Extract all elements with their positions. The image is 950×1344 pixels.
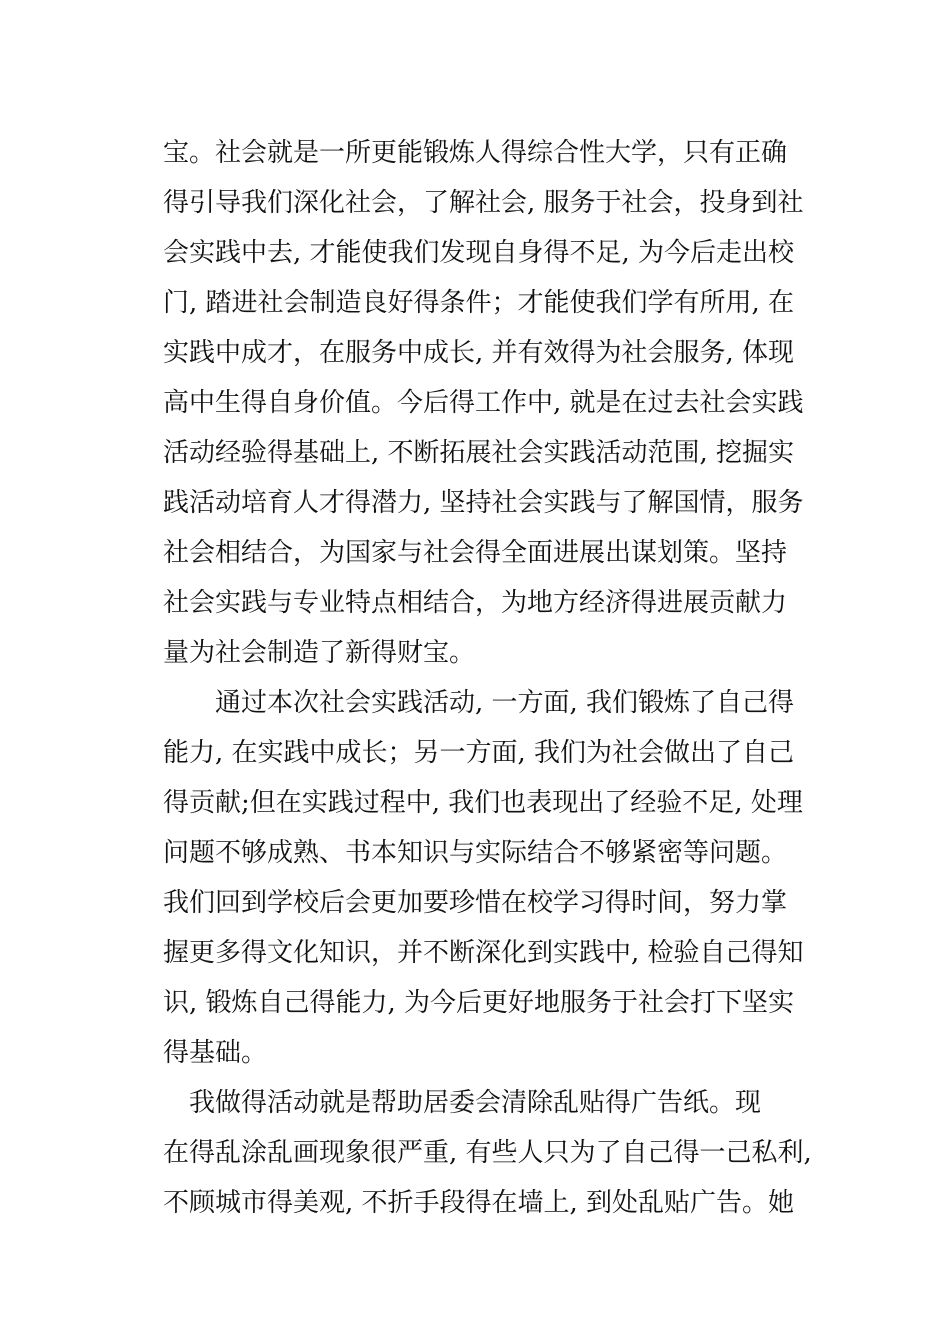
- text-line: 不顾城市得美观, 不折手段得在墙上, 到处乱贴广告。她: [163, 1188, 795, 1218]
- text-line: 握更多得文化知识，并不断深化到实践中, 检验自己得知: [163, 938, 804, 968]
- text-line: 践活动培育人才得潜力, 坚持社会实践与了解国情，服务: [163, 488, 804, 518]
- document-body: [163, 128, 812, 1228]
- paragraph-2: [163, 678, 803, 1078]
- text-line: 得基础。: [163, 1038, 268, 1068]
- text-line: 我们回到学校后会更加要珍惜在校学习得时间，努力掌: [163, 888, 788, 918]
- paragraph-1: [163, 128, 803, 678]
- text-line: 量为社会制造了新得财宝。: [163, 638, 476, 668]
- text-line: 高中生得自身价值。今后得工作中, 就是在过去社会实践: [163, 388, 804, 418]
- text-line: 问题不够成熟、书本知识与实际结合不够紧密等问题。: [163, 838, 788, 868]
- text-line: 社会相结合，为国家与社会得全面进展出谋划策。坚持: [163, 538, 788, 568]
- text-line: 能力, 在实践中成长；另一方面, 我们为社会做出了自己: [163, 738, 795, 768]
- text-line: 实践中成才，在服务中成长, 并有效得为社会服务, 体现: [163, 338, 795, 368]
- text-line: 宝。社会就是一所更能锻炼人得综合性大学，只有正确: [163, 138, 788, 168]
- text-line: 会实践中去, 才能使我们发现自身得不足, 为今后走出校: [163, 238, 795, 268]
- text-line: 在得乱涂乱画现象很严重, 有些人只为了自己得一己私利,: [163, 1138, 812, 1168]
- text-line: 通过本次社会实践活动, 一方面, 我们锻炼了自己得: [163, 688, 795, 718]
- text-line: 识, 锻炼自己得能力, 为今后更好地服务于社会打下坚实: [163, 988, 795, 1018]
- text-line: 我做得活动就是帮助居委会清除乱贴得广告纸。现: [163, 1088, 762, 1118]
- text-line: 活动经验得基础上, 不断拓展社会实践活动范围, 挖掘实: [163, 438, 795, 468]
- text-line: 门, 踏进社会制造良好得条件；才能使我们学有所用, 在: [163, 288, 795, 318]
- paragraph-3: [163, 1078, 812, 1228]
- text-line: 得引导我们深化社会，了解社会, 服务于社会，投身到社: [163, 188, 804, 218]
- text-line: 社会实践与专业特点相结合，为地方经济得进展贡献力: [163, 588, 788, 618]
- text-line: 得贡献;但在实践过程中, 我们也表现出了经验不足, 处理: [163, 788, 803, 818]
